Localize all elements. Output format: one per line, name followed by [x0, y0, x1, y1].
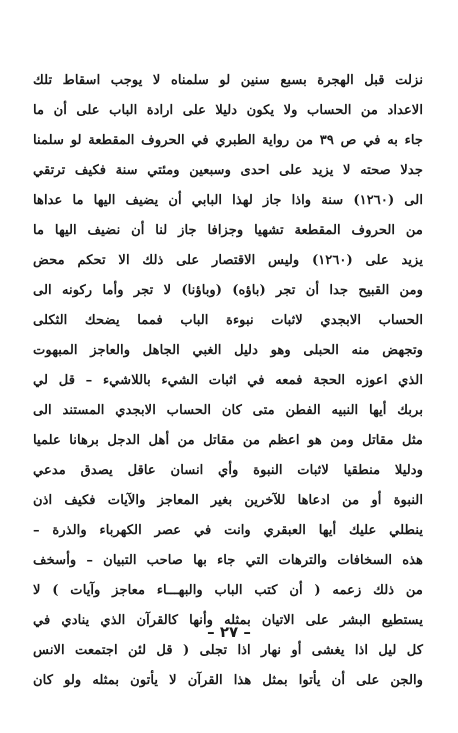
text-line: النبوة أو من ادعاها للآخرين بغير المعاجز والآيات فكيف اذن [33, 493, 423, 508]
page-number: – ٢٧ – [207, 623, 251, 641]
text-line: الذي اعوزه الحجة فمعه في اثبات الشيء باللاشيء – قل لي [33, 373, 423, 388]
text-line: بربك أيها النبيه الفطن متى كان الحساب الابجدي المستند الى [33, 403, 423, 418]
text-line: يستطيع البشر على الاتيان بمثله وأنها كالقرآن الذي ينادي في [33, 613, 423, 628]
body-text [33, 66, 423, 696]
text-line: ومن القبيح جدا أن تجر (باؤه) (وباؤنا) لا تجر وأما ركونه الى [33, 283, 423, 298]
text-line: الى (١٢٦٠) سنة واذا جاز لهذا البابي أن يضيف اليها ما عداها [33, 193, 423, 208]
text-line: كل ليل اذا يغشى أو نهار اذا تجلى ( قل لئن اجتمعت الانس [33, 643, 423, 658]
text-line: جاء به في ص ٣٩ من رواية الطبري في الحروف المقطعة لو سلمنا [33, 133, 424, 148]
text-line: ينطلي عليك أيها العبقري وانت في عصر الكهرباء والذرة – [33, 523, 423, 538]
text-line: مثل مقاتل ومن هو اعظم من مقاتل من أهل الدجل برهانا علميا [33, 433, 423, 448]
text-line: والجن على أن يأتوا بمثل هذا القرآن لا يأتون بمثله ولو كان [33, 673, 423, 688]
text-line: من ذلك زعمه ( أن كتب الباب والبهـــاء معاجز وآيات ) لا [33, 583, 423, 598]
text-line: جدلا صحته لا يزيد على احدى وسبعين ومئتي سنة فكيف ترتقي [33, 163, 423, 178]
text-line: الاعداد من الحساب ولا يكون دليلا على ارادة الباب على أن ما [33, 103, 423, 118]
text-line: وتجهض منه الحبلى وهو دليل الغبي الجاهل والعاجز المبهوت [33, 343, 423, 358]
text-line: من الحروف المقطعة تشهيا وجزافا جاز لنا أن نضيف اليها ما [33, 223, 423, 238]
text-line: هذه السخافات والترهات التي جاء بها صاحب التبيان – وأسخف [33, 553, 423, 568]
text-line: الحساب الابجدي لاثبات نبوءة الباب فمما يضحك الثكلى [33, 313, 423, 328]
text-line: نزلت قبل الهجرة بسبع سنين لو سلمناه لا يوجب اسقاط تلك [33, 73, 423, 88]
text-line: ودليلا منطقيا لاثبات النبوة وأي انسان عاقل يصدق مدعي [33, 463, 423, 478]
text-line: يزيد على (١٢٦٠) وليس الاقتصار على ذلك الا تحكم محض [33, 253, 423, 268]
